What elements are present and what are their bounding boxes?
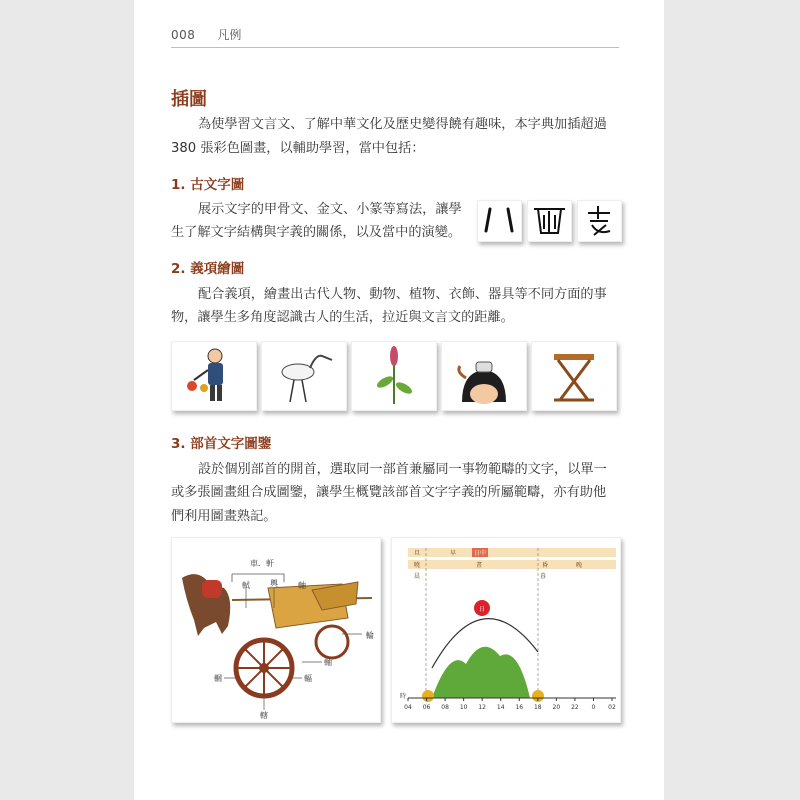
time-tick-label: 04 [404, 704, 412, 711]
label-zhou: 軸 [324, 658, 332, 667]
oracle-bone-glyph-icon [478, 201, 521, 241]
tl-wan: 晚 [576, 562, 583, 569]
tl-xiao: 曉 [414, 562, 421, 569]
page-title: 插圖 [171, 89, 207, 110]
time-tick-label: 22 [571, 704, 579, 711]
chariot-diagram [172, 538, 380, 722]
tl-zao: 早 [450, 550, 457, 557]
document-page [134, 0, 664, 800]
section-3-line-2: 或多張圖畫組合成圖鑒，讓學生概覽該部首文字字義的所屬範疇，亦有助他 [171, 485, 607, 500]
section-2-line-2: 物，讓學生多角度認識古人的生活，拉近與文言文的距離。 [171, 310, 514, 325]
time-tick-label: 16 [515, 704, 524, 711]
illustration-card-crane [261, 341, 347, 411]
section-heading-3: 3. 部首文字圖鑒 [171, 436, 272, 452]
label-shi: 軾 [242, 581, 250, 590]
ancient-script-card-3 [577, 200, 622, 242]
time-tick-label: 0 [591, 704, 596, 711]
section-1-line-2: 生了解文字結構與字義的關係，以及當中的演變。 [171, 225, 462, 240]
section-1-line-1: 展示文字的甲骨文、金文、小篆等寫法，讓學 [198, 202, 462, 217]
tl-mu: 暮 [540, 573, 547, 580]
label-yu: 輿 [270, 579, 278, 588]
time-tick-label: 20 [552, 704, 561, 711]
time-tick-label: 14 [496, 704, 505, 711]
label-lun: 輪 [366, 631, 374, 640]
section-2-line-1: 配合義項，繪畫出古代人物、動物、植物、衣飾、器具等不同方面的事 [198, 287, 607, 302]
illustration-card-stool [531, 341, 617, 411]
time-tick-label: 02 [608, 704, 616, 711]
label-fu: 輻 [304, 674, 312, 683]
crane-bird-icon [262, 342, 346, 410]
time-of-day-diagram [392, 538, 620, 722]
sun-label: 日 [478, 606, 486, 613]
time-tick-label: 06 [422, 704, 431, 711]
page-number: 008 [171, 28, 196, 42]
bronze-glyph-icon [528, 201, 571, 241]
time-tick-label: 12 [478, 704, 487, 711]
intro-line-2: 380 張彩色圖畫，以輔助學習，當中包括： [171, 141, 425, 156]
intro-line-1: 為使學習文言文、了解中華文化及歷史變得饒有趣味，本字典加插超過 [198, 117, 607, 132]
time-of-day-diagram-card [391, 537, 621, 723]
label-zhou-top: 軸 [298, 581, 306, 590]
time-tick-label: 18 [533, 704, 542, 711]
header-rule [171, 47, 619, 48]
section-heading-1: 1. 古文字圖 [171, 177, 245, 193]
label-chexuan: 車．軒 [250, 559, 274, 568]
running-header [171, 26, 241, 43]
flowering-plant-icon [352, 342, 436, 410]
illustration-card-headdress [441, 341, 527, 411]
label-wang: 輞 [214, 674, 222, 683]
section-heading-2: 2. 義項繪圖 [171, 261, 245, 277]
ancient-script-card-1 [477, 200, 522, 242]
tl-rizhong: 日中 [474, 550, 487, 557]
section-name: 凡例 [217, 28, 242, 42]
headdress-icon [442, 342, 526, 410]
illustration-card-plant [351, 341, 437, 411]
section-3-line-1: 設於個別部首的開首，選取同一部首兼屬同一事物範疇的文字，以單一 [198, 462, 607, 477]
tl-dan: 旦 [414, 550, 421, 557]
ancient-script-card-2 [527, 200, 572, 242]
seal-glyph-icon [578, 201, 621, 241]
time-tick-label: 10 [459, 704, 468, 711]
time-tick-label: 08 [441, 704, 449, 711]
tl-hun: 昏 [542, 562, 549, 569]
axis-label-shi: 時 [400, 693, 407, 700]
section-3-line-3: 們利用圖畫熟記。 [171, 509, 277, 524]
folding-stool-icon [532, 342, 616, 410]
chariot-diagram-card [171, 537, 381, 723]
label-xia: 轄 [260, 711, 268, 720]
tl-zhou: 晝 [476, 562, 483, 569]
time-axis-ticks [404, 698, 616, 711]
illustration-card-person [171, 341, 257, 411]
ancient-person-icon [172, 342, 256, 410]
tl-chen: 晨 [414, 573, 421, 580]
